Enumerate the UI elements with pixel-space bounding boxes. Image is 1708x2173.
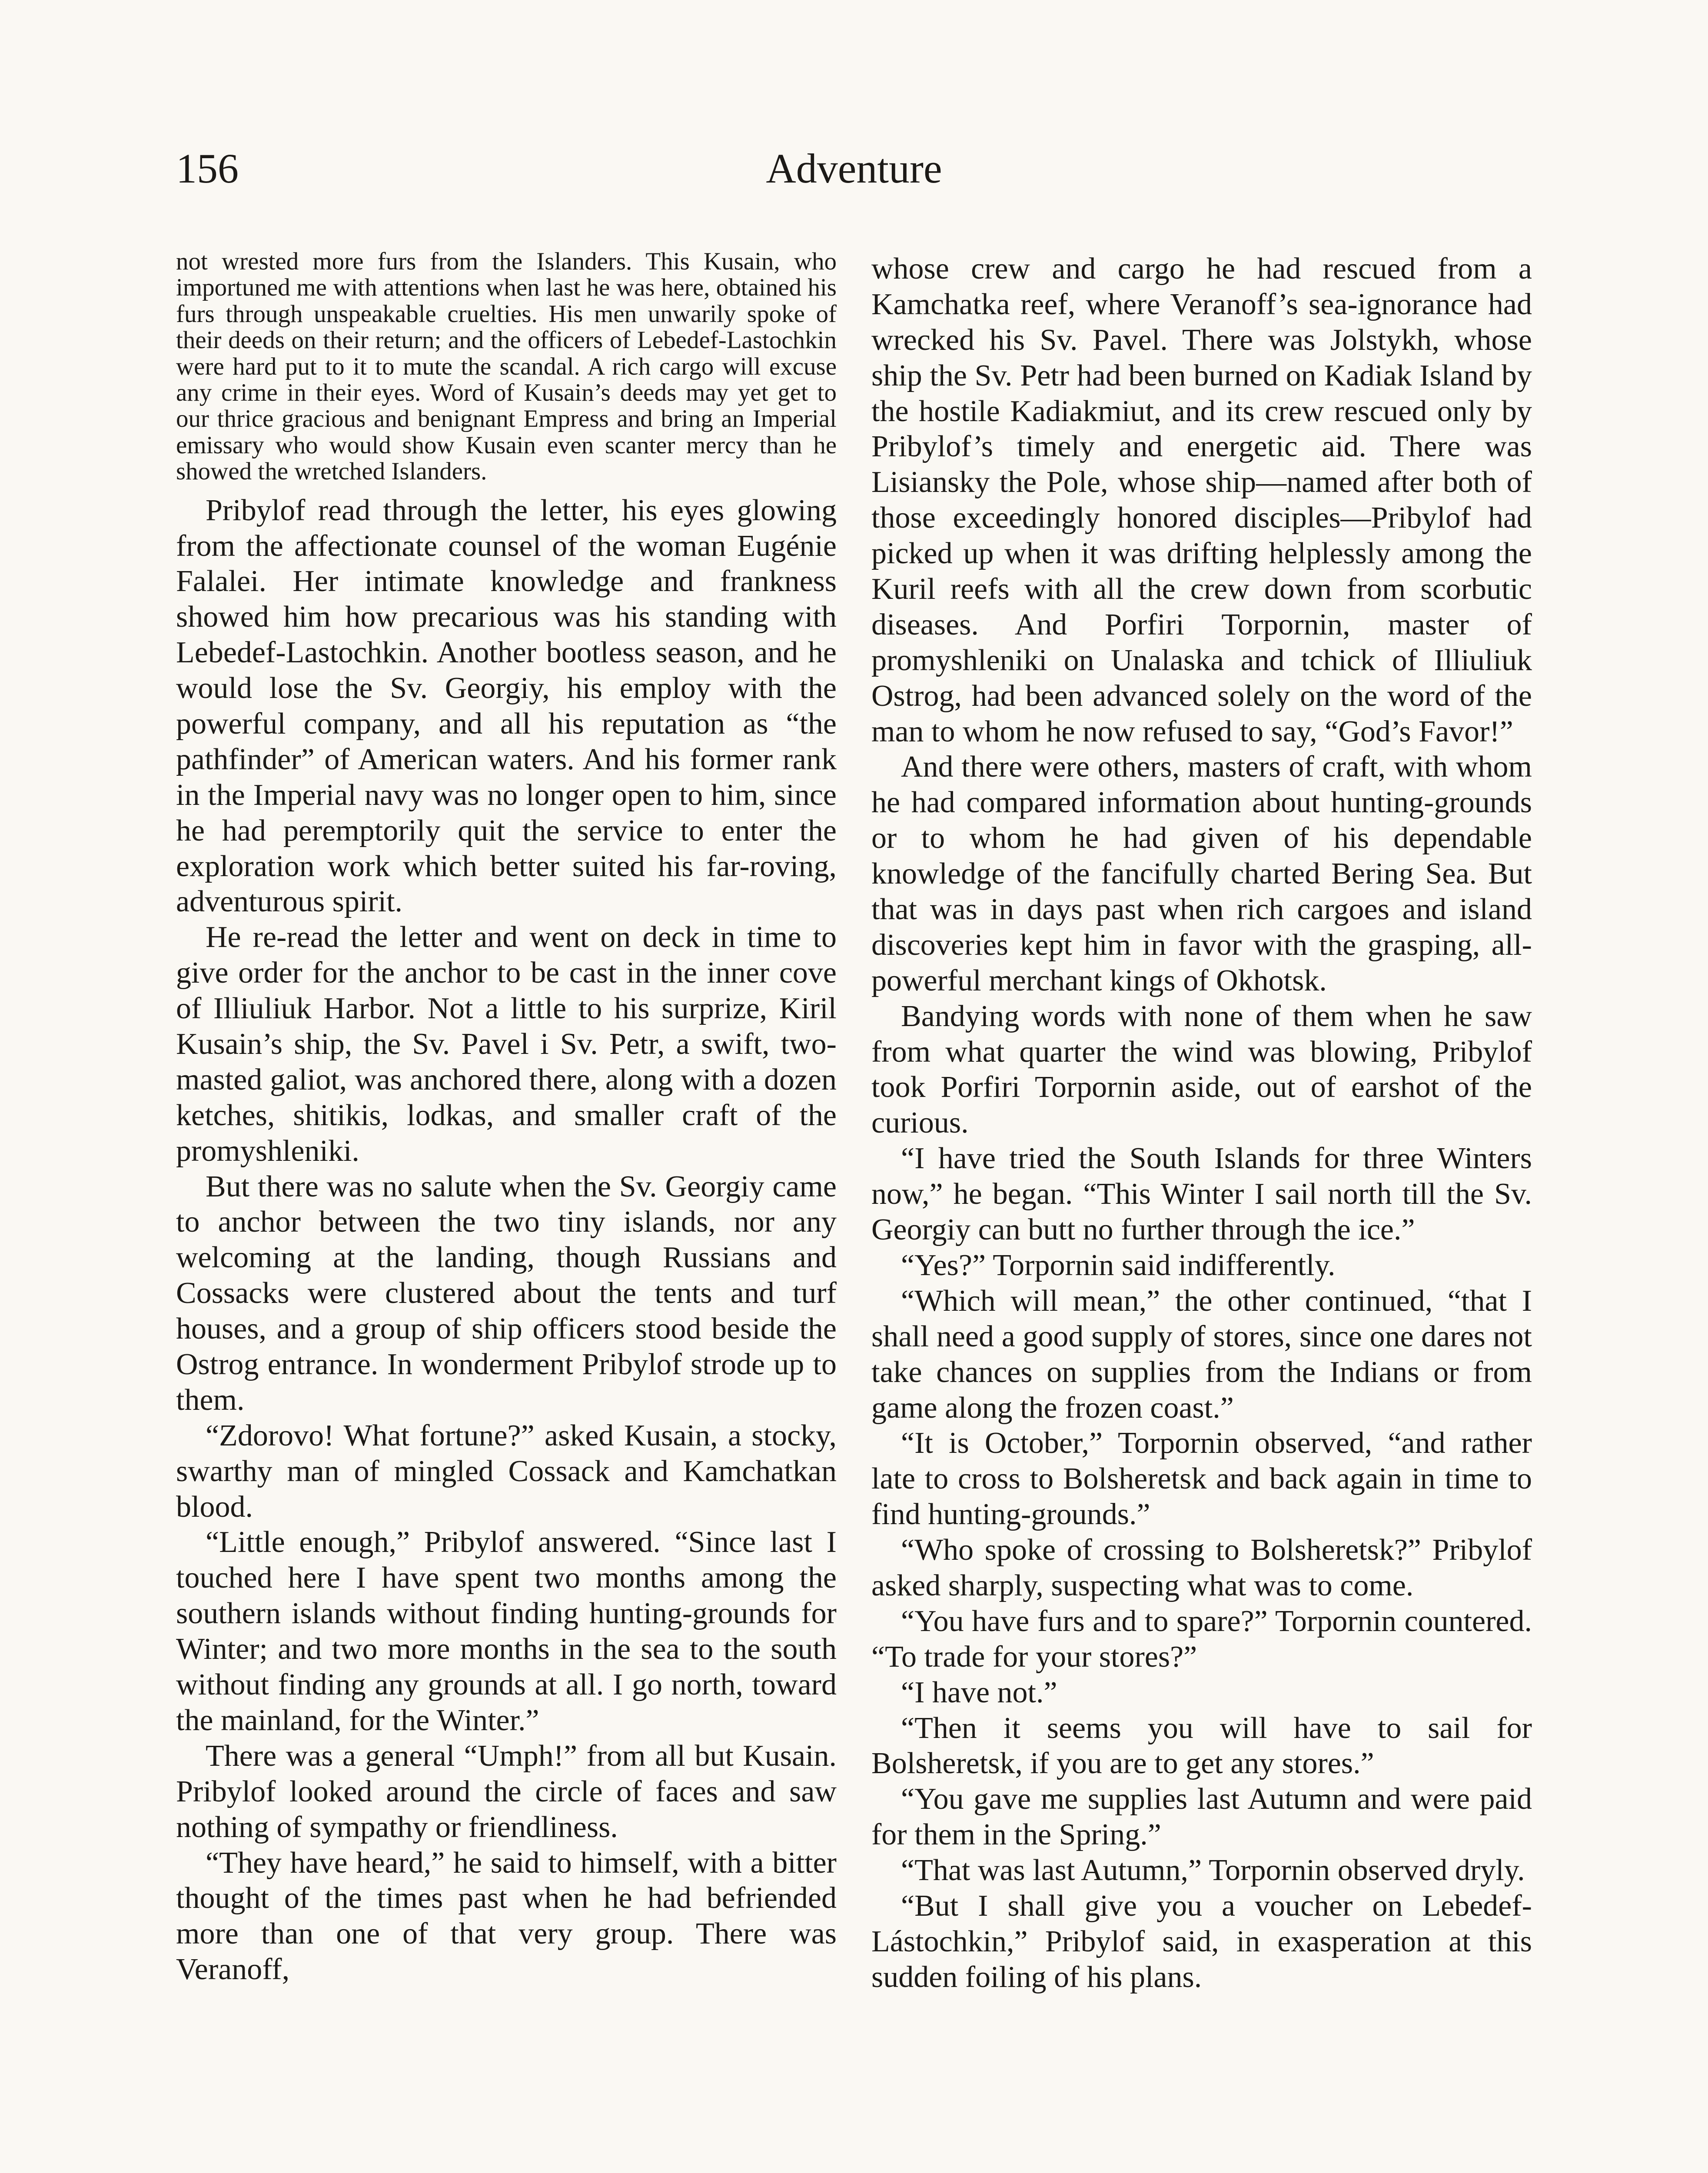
paragraph: “You gave me supplies last Autumn and were paid for them in the Spring.”: [871, 1782, 1532, 1852]
paragraph: “Then it seems you will have to sail for Bolsheretsk, if you are to get any stores.”: [871, 1711, 1532, 1781]
page-number: 156: [176, 145, 239, 192]
paragraph: But there was no salute when the Sv. Georgiy came to anchor between the two tiny islands, nor any welcoming at the landing, though Russians and Cossacks were clustered about the tents and turf houses, and a group of ship officers stood beside the Ostrog entrance. In wonderment Pribylof strode up to them.: [176, 1170, 837, 1417]
paragraph: “Zdorovo! What fortune?” asked Kusain, a stocky, swarthy man of mingled Cossack and Kamchatkan blood.: [176, 1419, 837, 1524]
paragraph: “I have not.”: [901, 1675, 1057, 1709]
left-column: [176, 249, 837, 1987]
paragraph: And there were others, masters of craft, with whom he had compared information about hunting-grounds or to whom he had given of his dependable knowledge of the fancifully charted Bering Sea. But that was in days past when rich cargoes and island discoveries kept him in favor with the grasping, all-powerful merchant kings of Okhotsk.: [871, 750, 1532, 997]
paragraph: “Who spoke of crossing to Bolsheretsk?” Pribylof asked sharply, suspecting what was to come.: [871, 1533, 1532, 1602]
paragraph: “Which will mean,” the other continued, “that I shall need a good supply of stores, since one dares not take chances on supplies from the Indians or from game along the frozen coast.”: [871, 1284, 1532, 1425]
paragraph: There was a general “Umph!” from all but Kusain. Pribylof looked around the circle of faces and saw nothing of sympathy or friendliness.: [176, 1739, 837, 1844]
paragraph: Pribylof read through the letter, his eyes glowing from the affectionate counsel of the woman Eugénie Falalei. Her intimate knowledge and frankness showed him how precarious was his standing with Lebedef-Lastochkin. Another bootless season, and he would lose the Sv. Georgiy, his employ with the powerful company, and all his reputation as “the pathfinder” of American waters. And his former rank in the Imperial navy was no longer open to him, since he had peremptorily quit the service to enter the exploration work which better suited his far-roving, adventurous spirit.: [176, 493, 837, 919]
paragraph: “That was last Autumn,” Torpornin observed dryly.: [901, 1854, 1525, 1887]
continued-paragraph: whose crew and cargo he had rescued from a Kamchatka reef, where Veranoff’s sea-ignorance had wrecked his Sv. Pavel. There was Jolstykh, whose ship the Sv. Petr had been burned on Kadiak Island by the hostile Kadiakmiut, and its crew rescued only by Pribylof’s timely and energetic aid. There was Lisiansky the Pole, whose ship—named after both of those exceedingly honored disciples—Pribylof had picked up when it was drifting helplessly among the Kuril reefs with all the crew down from scorbutic diseases. And Porfiri Torpornin, master of promyshleniki on Unalaska and tchick of Illiuliuk Ostrog, had been advanced solely on the word of the man to whom he now refused to say, “God’s Favor!”: [871, 252, 1532, 748]
left-paragraphs: [176, 493, 837, 1987]
paragraph: “You have furs and to spare?” Torpornin countered. “To trade for your stores?”: [871, 1604, 1532, 1674]
paragraph: Bandying words with none of them when he saw from what quarter the wind was blowing, Pribylof took Porfiri Torpornin aside, out of earshot of the curious.: [871, 999, 1532, 1140]
paragraph: “It is October,” Torpornin observed, “and rather late to cross to Bolsheretsk and back again in time to find hunting-grounds.”: [871, 1426, 1532, 1532]
running-title: Adventure: [766, 145, 942, 192]
paragraph: “Little enough,” Pribylof answered. “Since last I touched here I have spent two months among the southern islands without finding hunting-grounds for Winter; and two more months in the sea to the south without finding any grounds at all. I go north, toward the mainland, for the Winter.”: [176, 1525, 837, 1737]
paragraph: He re-read the letter and went on deck in time to give order for the anchor to be cast in the inner cove of Illiuliuk Harbor. Not a little to his surprize, Kiril Kusain’s ship, the Sv. Pavel i Sv. Petr, a swift, two-masted galiot, was anchored there, along with a dozen ketches, shitikis, lodkas, and smaller craft of the promyshleniki.: [176, 920, 837, 1168]
paragraph: “They have heard,” he said to himself, with a bitter thought of the times past when he had befriended more than one of that very group. There was Veranoff,: [176, 1846, 837, 1987]
paragraph: “Yes?” Torpornin said indifferently.: [901, 1248, 1336, 1282]
paragraph: “I have tried the South Islands for three Winters now,” he began. “This Winter I sail north till the Sv. Georgiy can butt no further through the ice.”: [871, 1142, 1532, 1247]
letter-excerpt: not wrested more furs from the Islanders. This Kusain, who importuned me with attentions when last he was here, obtained his furs through unspeakable cruelties. His men unwarily spoke of their deeds on their return; and the officers of Lebedef-Lastochkin were hard put to it to mute the scandal. A rich cargo will excuse any crime in their eyes. Word of Kusain’s deeds may yet get to our thrice gracious and benignant Empress and bring an Imperial emissary who would show Kusain even scanter mercy than he showed the wretched Islanders.: [176, 248, 837, 485]
right-column: [871, 251, 1532, 1995]
paragraph: “But I shall give you a voucher on Lebedef-Lástochkin,” Pribylof said, in exasperation at this sudden foiling of his plans.: [871, 1889, 1532, 1994]
